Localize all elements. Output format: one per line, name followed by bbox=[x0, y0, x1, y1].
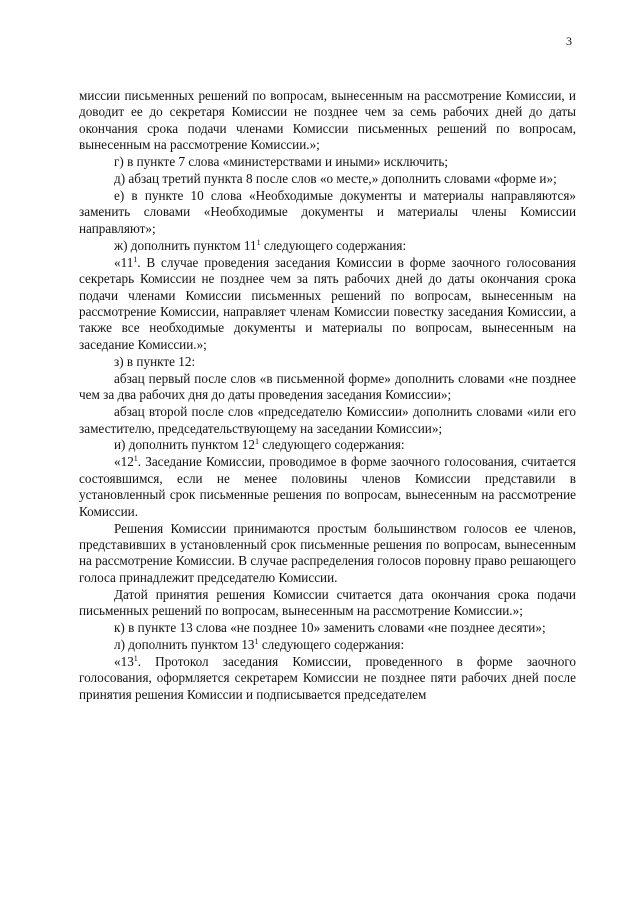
paragraph-item-k: к) в пункте 13 слова «не позднее 10» заменить словами «не позднее десяти»; bbox=[114, 620, 546, 636]
paragraph-item-z: з) в пункте 12: bbox=[114, 353, 196, 369]
superscript: 1 bbox=[133, 654, 138, 664]
superscript: 1 bbox=[133, 454, 138, 464]
paragraph-item-l: л) дополнить пунктом $13^1$ следующего содержания: bbox=[114, 637, 405, 653]
superscript: 1 bbox=[255, 437, 259, 447]
document-body bbox=[79, 88, 576, 703]
paragraph-item-i: и) дополнить пунктом $12^1$ следующего содержания: bbox=[114, 437, 405, 453]
superscript: 1 bbox=[254, 637, 259, 647]
paragraph-item-d: д) абзац третий пункта 8 после слов «о месте,» дополнить словами «форме и»; bbox=[114, 171, 557, 187]
paragraph-point-11-1: «$11^1$. В случае проведения заседания Комиссии в форме заочного голосования секретарь Комиссии не позднее чем за пять рабочих дней до даты окончания срока подачи членами Комиссии письменных решений по вопросам, вынесенным на рассмотрение Комиссии, направляет членам Комиссии повестку заседания Комиссии, а также все необходимые документы и материалы по вопросам, вынесенным на заседание Комиссии.»; bbox=[79, 254, 576, 352]
superscript: 1 bbox=[133, 254, 138, 264]
paragraph-continuation: миссии письменных решений по вопросам, вынесенным на рассмотрение Комиссии, и доводит ее до секретаря Комиссии не позднее чем за семь рабочих дней до даты окончания срока подачи членами Комиссии письменных решений по вопросам, вынесенным на рассмотрение Комиссии.»; bbox=[79, 88, 576, 153]
paragraph-abzac-1: абзац первый после слов «в письменной форме» дополнить словами «не позднее чем за два рабочих дня до даты проведения заседания Комиссии»; bbox=[79, 370, 576, 403]
paragraph-point-12-1: «$12^1$. Заседание Комиссии, проводимое в форме заочного голосования, считается состоявшимся, если не менее половины членов Комиссии представили в установленный срок письменные решения по вопросам, вынесенным на рассмотрение Комиссии. bbox=[79, 454, 576, 519]
paragraph-point-13-1: «$13^1$. Протокол заседания Комиссии, проведенного в форме заочного голосования, оформляется секретарем Комиссии не позднее пяти рабочих дней после принятия решения Комиссии и подписывается председателем bbox=[79, 654, 576, 702]
paragraph-item-e: е) в пункте 10 слова «Необходимые документы и материалы направляются» заменить словами «Необходимые документы и материалы члены Комиссии направляют»; bbox=[79, 188, 576, 236]
paragraph-item-g: г) в пункте 7 слова «министерствами и иными» исключить; bbox=[114, 154, 448, 170]
page-number: 3 bbox=[566, 34, 572, 48]
paragraph-item-zh: ж) дополнить пунктом $11^1$ следующего содержания: bbox=[114, 237, 407, 253]
paragraph-decision-date: Датой принятия решения Комиссии считается дата окончания срока подачи письменных решений по вопросам, вынесенным на рассмотрение Комиссии.»; bbox=[79, 586, 576, 619]
superscript: 1 bbox=[256, 237, 261, 247]
paragraph-decisions: Решения Комиссии принимаются простым большинством голосов ее членов, представивших в установленный срок письменные решения по вопросам, вынесенным на рассмотрение Комиссии. В случае распределения голосов поровну право решающего голоса принадлежит председателю Комиссии. bbox=[79, 520, 576, 585]
paragraph-abzac-2: абзац второй после слов «председателю Комиссии» дополнить словами «или его заместителю, председательствующему на заседании Комиссии»; bbox=[79, 404, 576, 436]
